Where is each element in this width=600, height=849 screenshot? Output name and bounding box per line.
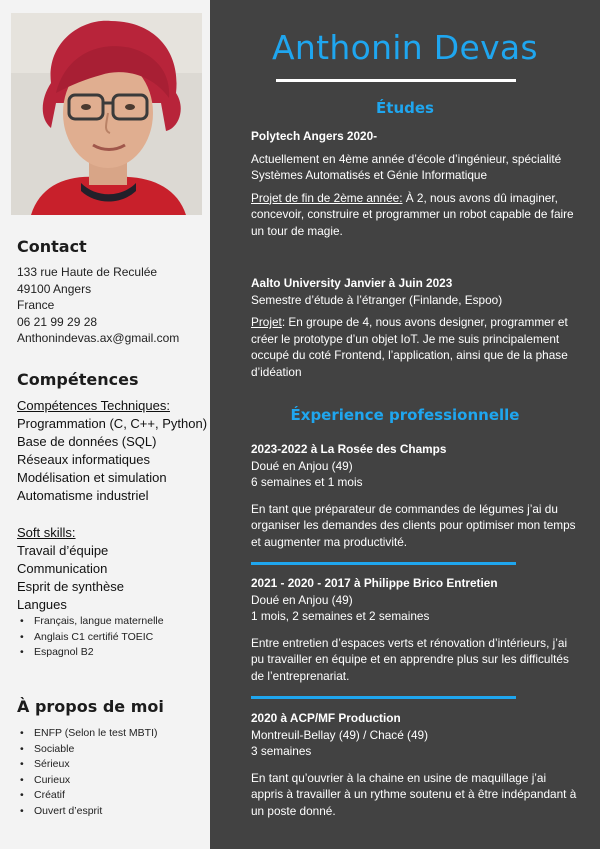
job-duration: 6 semaines et 1 mois (251, 475, 363, 489)
contact-heading: Contact (17, 237, 87, 256)
job-head: 2023-2022 à La Rosée des Champs (251, 442, 447, 456)
job-divider (251, 696, 516, 699)
list-item: • Créatif (20, 788, 158, 804)
list-item: Base de données (SQL) (17, 434, 157, 449)
profile-photo (11, 13, 202, 215)
job-description: Entre entretien d’espaces verts et rénovation d’intérieurs, j’ai pu travailler en équipe et en apprendre plus sur les difficultés de l’entreprenariat. (251, 635, 569, 683)
list-item: • Curieux (20, 773, 158, 789)
list-item: Modélisation et simulation (17, 470, 167, 485)
education-text: Actuellement en 4ème année d’école d’ingénieur, spécialité Systèmes Automatisés et Génie Informatique (251, 151, 562, 182)
person-name: Anthonin Devas (272, 28, 538, 67)
job-duration: 1 mois, 2 semaines et 2 semaines (251, 609, 430, 623)
left-column (0, 0, 210, 849)
education-project (251, 190, 581, 240)
list-item: • Espagnol B2 (20, 645, 164, 661)
list-item: • Français, langue maternelle (20, 614, 164, 630)
job-entry (251, 710, 581, 819)
job-entry (251, 441, 581, 550)
list-item: Réseaux informatiques (17, 452, 150, 467)
job-place: Montreuil-Bellay (49) / Chacé (49) (251, 727, 429, 742)
list-item: Esprit de synthèse (17, 579, 124, 594)
list-item: • Sociable (20, 742, 158, 758)
apropos-heading: À propos de moi (17, 697, 164, 716)
project-text: : En groupe de 4, nous avons designer, programmer et créer le prototype d’un objet IoT. Je me suis principalement occupé du coté Frontend, l’application, ainsi que de la phase d’idéation (251, 315, 568, 379)
project-text: À 2, nous avons dû imaginer, concevoir, construire et programmer un robot capable de faire un tour de magie. (251, 190, 574, 238)
list-item: Travail d’équipe (17, 543, 109, 558)
education-polytech (251, 128, 581, 239)
contact-list (17, 264, 179, 347)
education-head: Aalto University Janvier à Juin 2023 (251, 276, 453, 290)
soft-skills-list (17, 524, 124, 614)
tech-skills-title: Compétences Techniques: (17, 398, 170, 413)
soft-skills-title: Soft skills: (17, 525, 76, 540)
job-duration: 3 semaines (251, 744, 312, 758)
education-aalto (251, 275, 581, 380)
list-item: • Sérieux (20, 757, 158, 773)
job-entry (251, 575, 581, 684)
languages-list (20, 614, 164, 661)
education-text: Semestre d’étude à l’étranger (Finlande, Espoo) (251, 292, 503, 307)
job-head: 2020 à ACP/MF Production (251, 711, 401, 725)
job-description: En tant qu’ouvrier à la chaine en usine de maquillage j’ai appris à travailler à un rythme soutenu et à être indépandant à un poste donné. (251, 770, 577, 818)
project-label: Projet (251, 315, 282, 329)
list-item: Langues (17, 597, 67, 612)
contact-phone: 06 21 99 29 28 (17, 314, 98, 329)
right-column (210, 0, 600, 849)
list-item: Automatisme industriel (17, 488, 149, 503)
job-place: Doué en Anjou (49) (251, 458, 353, 473)
list-item: • ENFP (Selon le test MBTI) (20, 726, 158, 742)
job-description: En tant que préparateur de commandes de légumes j’ai du organiser les demandes des clients pour optimiser mon temps et augmenter ma productivité. (251, 501, 576, 549)
contact-city: 49100 Angers (17, 281, 92, 296)
education-head: Polytech Angers 2020- (251, 129, 378, 143)
etudes-heading: Études (376, 99, 434, 117)
name-divider (276, 79, 516, 82)
education-project (251, 314, 581, 380)
contact-address: 133 rue Haute de Reculée (17, 265, 158, 279)
list-item: Programmation (C, C++, Python) (17, 416, 208, 431)
competences-heading: Compétences (17, 370, 139, 389)
job-place: Doué en Anjou (49) (251, 592, 353, 607)
experience-heading: Éxperience professionnelle (290, 406, 520, 424)
contact-email[interactable]: Anthonindevas.ax@gmail.com (17, 331, 180, 345)
list-item: • Anglais C1 certifié TOEIC (20, 630, 164, 646)
tech-skills-list (17, 397, 207, 505)
project-label: Projet de fin de 2ème année: (251, 190, 403, 205)
apropos-list (20, 726, 158, 819)
job-divider (251, 562, 516, 565)
job-head: 2021 - 2020 - 2017 à Philippe Brico Entretien (251, 576, 498, 590)
list-item: • Ouvert d’esprit (20, 804, 158, 820)
list-item: Communication (17, 561, 108, 576)
contact-country: France (17, 298, 55, 312)
